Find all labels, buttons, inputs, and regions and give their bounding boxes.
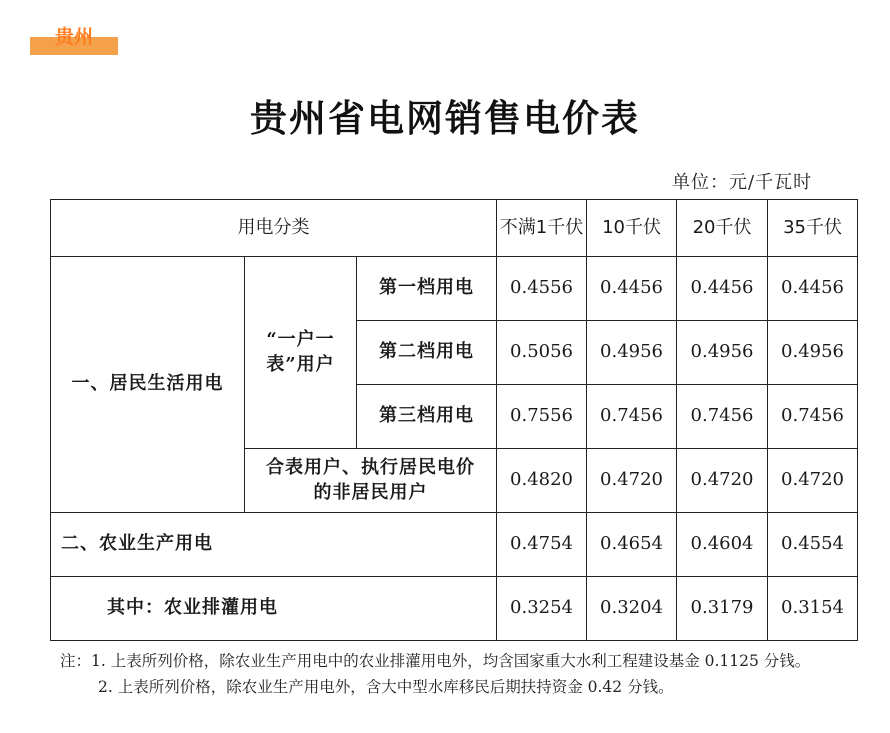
shared-meter-label: 合表用户、执行居民电价的非居民用户	[245, 449, 497, 513]
irrigation-value: 0.3204	[587, 577, 677, 641]
agriculture-value: 0.4654	[587, 513, 677, 577]
header-category: 用电分类	[51, 200, 497, 257]
irrigation-label: 其中：农业排灌用电	[51, 577, 497, 641]
table-row	[51, 577, 858, 641]
tier-1-value: 0.4456	[768, 257, 858, 321]
agriculture-value: 0.4754	[497, 513, 587, 577]
tier-2-value: 0.4956	[677, 321, 768, 385]
table-row	[51, 513, 858, 577]
tier-2-label: 第二档用电	[357, 321, 497, 385]
page-title: 贵州省电网销售电价表	[250, 96, 640, 140]
header-col-3: 20千伏	[677, 200, 768, 257]
shared-value: 0.4720	[587, 449, 677, 513]
tier-3-value: 0.7456	[677, 385, 768, 449]
tier-3-value: 0.7456	[587, 385, 677, 449]
tier-3-value: 0.7456	[768, 385, 858, 449]
header-col-1: 不满1千伏	[497, 200, 587, 257]
tier-3-label: 第三档用电	[357, 385, 497, 449]
irrigation-value: 0.3179	[677, 577, 768, 641]
shared-value: 0.4720	[768, 449, 858, 513]
irrigation-value: 0.3254	[497, 577, 587, 641]
table-row	[51, 257, 858, 321]
tier-1-value: 0.4456	[677, 257, 768, 321]
agriculture-label: 二、农业生产用电	[51, 513, 497, 577]
one-meter-label: “一户一表”用户	[245, 257, 357, 449]
shared-value: 0.4820	[497, 449, 587, 513]
header-col-2: 10千伏	[587, 200, 677, 257]
tier-2-value: 0.4956	[768, 321, 858, 385]
tier-1-value: 0.4556	[497, 257, 587, 321]
shared-value: 0.4720	[677, 449, 768, 513]
unit-label: 单位：元/千瓦时	[672, 172, 813, 193]
agriculture-value: 0.4604	[677, 513, 768, 577]
header-col-4: 35千伏	[768, 200, 858, 257]
tier-1-value: 0.4456	[587, 257, 677, 321]
tier-3-value: 0.7556	[497, 385, 587, 449]
footnote-2: 2. 上表所列价格，除农业生产用电外，含大中型水库移民后期扶持资金 0.42 分钱。	[98, 678, 674, 696]
tier-2-value: 0.5056	[497, 321, 587, 385]
tier-2-value: 0.4956	[587, 321, 677, 385]
price-table	[50, 199, 858, 641]
footnotes	[60, 648, 860, 700]
region-tag-label: 贵州	[54, 26, 93, 48]
table-header-row	[51, 200, 858, 257]
irrigation-value: 0.3154	[768, 577, 858, 641]
agriculture-value: 0.4554	[768, 513, 858, 577]
region-tag	[30, 22, 118, 55]
residential-label: 一、居民生活用电	[51, 257, 245, 513]
footnote-1: 注：1. 上表所列价格，除农业生产用电中的农业排灌用电外，均含国家重大水利工程建设基金 0.1125 分钱。	[60, 652, 811, 670]
tier-1-label: 第一档用电	[357, 257, 497, 321]
